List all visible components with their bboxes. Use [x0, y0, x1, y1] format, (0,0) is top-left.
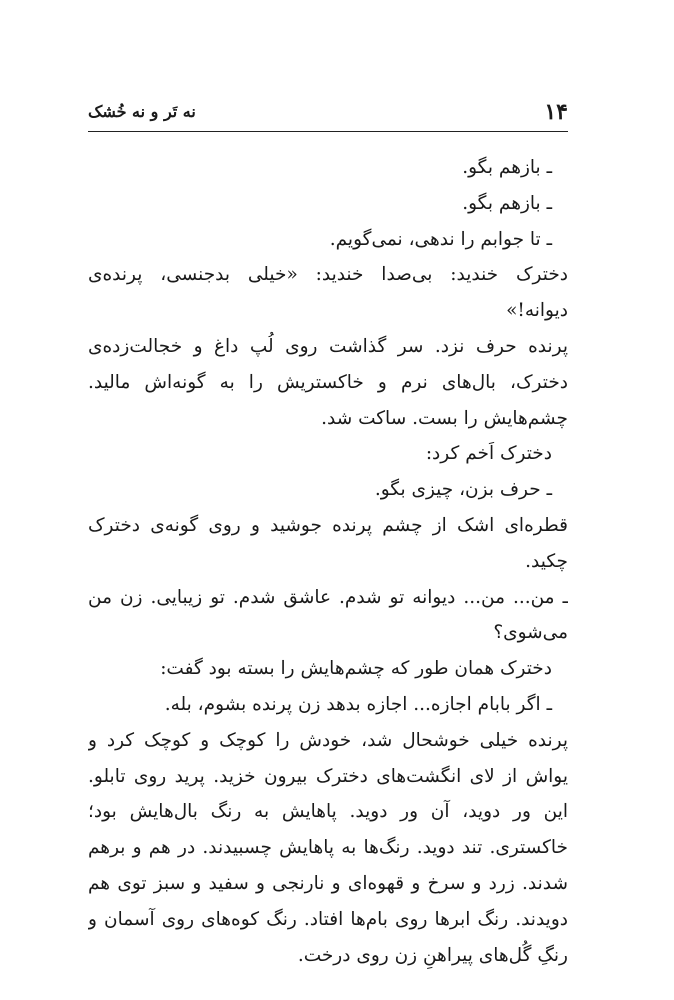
text-line: دویدند. رنگ ابرها روی بام‌ها افتاد. رنگ کوه‌های روی آسمان و — [88, 908, 568, 930]
text-line: چکید. — [525, 550, 568, 572]
text-line: دخترک، بال‌های نرم و خاکستریش را به گونه‌اش مالید. — [88, 371, 568, 393]
text-line: قطره‌ای اشک از چشم پرنده جوشید و روی گونه‌ی دخترک — [88, 514, 568, 536]
text-line: خاکستری. تند دوید. رنگ‌ها به پاهایش چسبیدند. در هم و برهم — [88, 837, 568, 859]
text-line: پرنده حرف نزد. سر گذاشت روی لُپ داغ و خجالت‌زده‌ی — [88, 335, 568, 357]
text-line: شدند. زرد و سرخ و قهوه‌ای و نارنجی و سفید و سبز توی هم — [88, 872, 568, 894]
text-line: پرنده خیلی خوشحال شد، خودش را کوچک و کوچک کرد و — [88, 729, 568, 751]
running-title: نه تَر و نه خُشک — [88, 102, 196, 121]
text-line: دیوانه!» — [506, 300, 568, 322]
text-line: ـ من... من... دیوانه تو شدم. عاشق شدم. تو زیبایی. زن من — [88, 586, 568, 608]
text-line: رنگِ گُل‌های پیراهنِ زن روی درخت. — [297, 944, 568, 966]
text-line: دخترک همان طور که چشم‌هایش را بسته بود گفت: — [160, 658, 552, 680]
text-line: یواش از لای انگشت‌های دخترک بیرون خزید. پرید روی تابلو. — [88, 765, 568, 787]
text-line: ـ اگر بابام اجازه... اجازه بدهد زن پرنده بشوم، بله. — [164, 693, 552, 715]
text-line: دخترک اَخم کرد: — [425, 443, 552, 465]
text-line: ـ بازهم بگو. — [462, 192, 552, 214]
page-number: ۱۴ — [544, 99, 568, 125]
body-text — [88, 150, 568, 973]
text-line: دخترک خندید: بی‌صدا خندید: «خیلی بدجنسی، پرنده‌ی — [88, 264, 568, 286]
text-line: می‌شوی؟ — [493, 622, 568, 644]
text-line: ـ حرف بزن، چیزی بگو. — [374, 479, 552, 501]
text-line: ـ بازهم بگو. — [462, 157, 552, 178]
header-rule — [88, 131, 568, 132]
text-line: ـ تا جوابم را ندهی، نمی‌گویم. — [329, 228, 552, 250]
text-line: این ور دوید، آن ور دوید. پاهایش به رنگ بال‌هایش بود؛ — [88, 801, 568, 823]
page-header — [88, 98, 568, 132]
text-line: چشم‌هایش را بست. ساکت شد. — [321, 407, 568, 429]
